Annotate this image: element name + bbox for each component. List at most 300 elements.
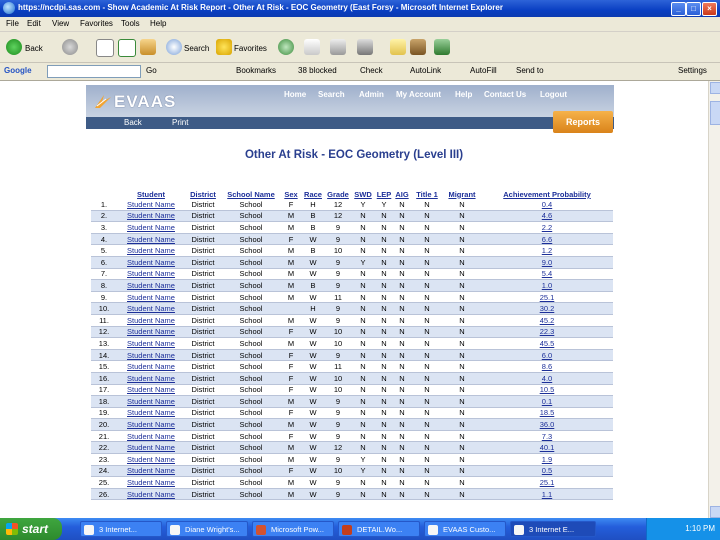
back-arrow-icon[interactable] <box>6 39 22 55</box>
student-name-link[interactable]: Student Name <box>117 488 185 500</box>
swd-cell: Y <box>351 454 375 466</box>
evaas-subnav <box>86 117 614 129</box>
district-cell: District <box>185 384 221 396</box>
race-cell: W <box>301 233 325 245</box>
close-button[interactable]: × <box>702 2 717 16</box>
search-icon[interactable] <box>166 39 182 55</box>
lep-cell: N <box>375 477 393 489</box>
aig-cell: N <box>393 256 411 268</box>
window-title: https://ncdpi.sas.com - Show Academic At Risk Report - Other At Risk - EOC Geometry (East Forsy - Microsoft Internet Explorer <box>18 3 503 12</box>
achievement-probability-link[interactable]: 5.4 <box>481 268 613 280</box>
row-index: 22. <box>91 442 117 454</box>
table-row <box>91 210 613 222</box>
notes-icon[interactable] <box>390 39 406 55</box>
taskbar-item-detail[interactable] <box>338 521 420 537</box>
google-toolbar <box>0 63 720 81</box>
lep-cell: N <box>375 326 393 338</box>
school-cell: School <box>221 291 281 303</box>
race-cell: W <box>301 430 325 442</box>
migrant-cell: N <box>443 268 481 280</box>
nav-home[interactable]: Home <box>284 90 307 99</box>
student-name-link[interactable]: Student Name <box>117 361 185 373</box>
student-name-link[interactable]: Student Name <box>117 222 185 234</box>
favorites-label[interactable]: Favorites <box>234 44 267 53</box>
taskbar <box>0 518 720 540</box>
table-row <box>91 326 613 338</box>
achievement-probability-link[interactable]: 40.1 <box>481 442 613 454</box>
district-cell: District <box>185 488 221 500</box>
student-name-link[interactable]: Student Name <box>117 245 185 257</box>
achievement-probability-link[interactable]: 0.1 <box>481 396 613 408</box>
aig-cell: N <box>393 442 411 454</box>
achievement-probability-link[interactable]: 2.2 <box>481 222 613 234</box>
swd-cell: N <box>351 268 375 280</box>
research-icon[interactable] <box>410 39 426 55</box>
aig-cell: N <box>393 210 411 222</box>
messenger-icon[interactable] <box>434 39 450 55</box>
achievement-probability-link[interactable]: 25.1 <box>481 291 613 303</box>
aig-cell: N <box>393 407 411 419</box>
table-row <box>91 454 613 466</box>
title1-cell: N <box>411 361 443 373</box>
menu-help[interactable]: Help <box>150 19 167 28</box>
student-name-link[interactable]: Student Name <box>117 384 185 396</box>
achievement-probability-link[interactable]: 4.6 <box>481 210 613 222</box>
student-name-link[interactable]: Student Name <box>117 349 185 361</box>
row-index: 13. <box>91 338 117 350</box>
race-cell: W <box>301 384 325 396</box>
reports-button[interactable] <box>553 111 613 133</box>
table-row <box>91 419 613 431</box>
table-row <box>91 407 613 419</box>
lep-cell: N <box>375 314 393 326</box>
district-cell: District <box>185 419 221 431</box>
subnav-back[interactable]: Back <box>124 118 142 127</box>
row-index: 21. <box>91 430 117 442</box>
send-to-button[interactable]: Send to <box>516 66 544 75</box>
achievement-probability-link[interactable]: 8.6 <box>481 361 613 373</box>
table-row <box>91 488 613 500</box>
sex-cell: M <box>281 477 301 489</box>
achievement-probability-link[interactable]: 45.2 <box>481 314 613 326</box>
grade-cell: 9 <box>325 396 351 408</box>
school-cell: School <box>221 407 281 419</box>
migrant-cell: N <box>443 465 481 477</box>
student-name-link[interactable]: Student Name <box>117 233 185 245</box>
student-name-link[interactable]: Student Name <box>117 372 185 384</box>
grade-cell: 9 <box>325 419 351 431</box>
student-name-link[interactable]: Student Name <box>117 442 185 454</box>
achievement-probability-link[interactable]: 45.5 <box>481 338 613 350</box>
table-body <box>91 199 613 500</box>
achievement-probability-link[interactable]: 22.3 <box>481 326 613 338</box>
table-row <box>91 430 613 442</box>
title1-cell: N <box>411 233 443 245</box>
start-label: start <box>22 522 49 536</box>
lep-cell: N <box>375 396 393 408</box>
sex-cell: F <box>281 233 301 245</box>
edit-icon[interactable] <box>357 39 373 55</box>
grade-cell: 10 <box>325 326 351 338</box>
start-button[interactable] <box>0 518 62 540</box>
row-index: 8. <box>91 280 117 292</box>
achievement-probability-link[interactable]: 1.9 <box>481 454 613 466</box>
student-name-link[interactable]: Student Name <box>117 407 185 419</box>
title1-cell: N <box>411 199 443 210</box>
col-lep[interactable]: LEP <box>376 189 392 199</box>
achievement-probability-link[interactable]: 36.0 <box>481 419 613 431</box>
school-cell: School <box>221 326 281 338</box>
migrant-cell: N <box>443 199 481 210</box>
taskbar-item-powerpoint[interactable] <box>252 521 334 537</box>
search-label[interactable]: Search <box>184 44 210 53</box>
print-icon[interactable] <box>330 39 346 55</box>
sex-cell: F <box>281 349 301 361</box>
forward-arrow-icon[interactable] <box>62 39 78 55</box>
student-name-link[interactable]: Student Name <box>117 314 185 326</box>
migrant-cell: N <box>443 372 481 384</box>
achievement-probability-link[interactable]: 10.5 <box>481 384 613 396</box>
aig-cell: N <box>393 199 411 210</box>
menu-tools[interactable]: Tools <box>121 19 140 28</box>
taskbar-item-internet[interactable] <box>80 521 162 537</box>
row-index: 14. <box>91 349 117 361</box>
aig-cell: N <box>393 372 411 384</box>
student-name-link[interactable]: Student Name <box>117 291 185 303</box>
taskbar-item-evaas[interactable] <box>424 521 506 537</box>
subnav-print[interactable]: Print <box>172 118 189 127</box>
vertical-scrollbar[interactable] <box>708 81 720 518</box>
migrant-cell: N <box>443 210 481 222</box>
race-cell: W <box>301 477 325 489</box>
grade-cell: 9 <box>325 268 351 280</box>
district-cell: District <box>185 314 221 326</box>
lep-cell: N <box>375 384 393 396</box>
history-icon[interactable] <box>278 39 294 55</box>
district-cell: District <box>185 372 221 384</box>
title1-cell: N <box>411 430 443 442</box>
spell-check-button[interactable]: Check <box>360 66 383 75</box>
migrant-cell: N <box>443 361 481 373</box>
swd-cell: Y <box>351 199 375 210</box>
sex-cell: F <box>281 430 301 442</box>
student-name-link[interactable]: Student Name <box>117 210 185 222</box>
aig-cell: N <box>393 338 411 350</box>
stop-icon[interactable] <box>96 39 114 57</box>
title1-cell: N <box>411 268 443 280</box>
achievement-probability-link[interactable]: 1.0 <box>481 280 613 292</box>
school-cell: School <box>221 465 281 477</box>
nav-contact-us[interactable]: Contact Us <box>484 90 527 99</box>
table-row <box>91 245 613 257</box>
migrant-cell: N <box>443 314 481 326</box>
swd-cell: N <box>351 372 375 384</box>
google-go-button[interactable]: Go <box>146 66 157 75</box>
student-name-link[interactable]: Student Name <box>117 268 185 280</box>
col-migrant[interactable]: Migrant <box>443 189 481 199</box>
race-cell: H <box>301 303 325 315</box>
row-index: 19. <box>91 407 117 419</box>
sex-cell: M <box>281 419 301 431</box>
sex-cell: F <box>281 361 301 373</box>
mail-icon[interactable] <box>304 39 320 55</box>
student-name-link[interactable]: Student Name <box>117 338 185 350</box>
menu-bar <box>0 17 720 32</box>
at-risk-table <box>91 189 613 500</box>
back-label[interactable]: Back <box>25 44 43 53</box>
student-name-link[interactable]: Student Name <box>117 477 185 489</box>
autolink-button[interactable]: AutoLink <box>410 66 442 75</box>
district-cell: District <box>185 245 221 257</box>
lep-cell: N <box>375 407 393 419</box>
lep-cell: N <box>375 291 393 303</box>
migrant-cell: N <box>443 384 481 396</box>
menu-edit[interactable]: Edit <box>27 19 41 28</box>
migrant-cell: N <box>443 396 481 408</box>
school-cell: School <box>221 199 281 210</box>
title1-cell: N <box>411 210 443 222</box>
swd-cell: N <box>351 488 375 500</box>
menu-favorites[interactable]: Favorites <box>80 19 113 28</box>
title1-cell: N <box>411 442 443 454</box>
lep-cell: N <box>375 430 393 442</box>
home-icon[interactable] <box>140 39 156 55</box>
col-index <box>91 189 117 199</box>
taskbar-item-diane[interactable] <box>166 521 248 537</box>
district-cell: District <box>185 361 221 373</box>
nav-help[interactable]: Help <box>455 90 473 99</box>
menu-file[interactable]: File <box>6 19 19 28</box>
swd-cell: N <box>351 384 375 396</box>
aig-cell: N <box>393 430 411 442</box>
lep-cell: N <box>375 419 393 431</box>
col-achievement-probability[interactable]: Achievement Probability <box>481 189 613 199</box>
student-name-link[interactable]: Student Name <box>117 396 185 408</box>
task-label: DETAIL.Wo... <box>357 525 403 534</box>
aig-cell: N <box>393 233 411 245</box>
col-school-name[interactable]: School Name <box>221 189 281 199</box>
sex-cell: M <box>281 442 301 454</box>
district-cell: District <box>185 256 221 268</box>
race-cell: B <box>301 210 325 222</box>
student-name-link[interactable]: Student Name <box>117 454 185 466</box>
grade-cell: 9 <box>325 314 351 326</box>
table-row <box>91 396 613 408</box>
title1-cell: N <box>411 338 443 350</box>
swd-cell: N <box>351 280 375 292</box>
title1-cell: N <box>411 314 443 326</box>
grade-cell: 10 <box>325 384 351 396</box>
school-cell: School <box>221 256 281 268</box>
migrant-cell: N <box>443 349 481 361</box>
col-sex[interactable]: Sex <box>281 189 301 199</box>
district-cell: District <box>185 477 221 489</box>
sex-cell: M <box>281 210 301 222</box>
table-row <box>91 361 613 373</box>
bookmarks-button[interactable]: Bookmarks <box>236 66 277 75</box>
race-cell: B <box>301 245 325 257</box>
title1-cell: N <box>411 407 443 419</box>
district-cell: District <box>185 210 221 222</box>
school-cell: School <box>221 222 281 234</box>
sex-cell: M <box>281 338 301 350</box>
title1-cell: N <box>411 326 443 338</box>
aig-cell: N <box>393 477 411 489</box>
race-cell: W <box>301 256 325 268</box>
scroll-down-arrow-icon[interactable] <box>710 506 720 518</box>
school-cell: School <box>221 303 281 315</box>
col-aig[interactable]: AIG <box>393 189 411 199</box>
district-cell: District <box>185 465 221 477</box>
aig-cell: N <box>393 465 411 477</box>
col-swd[interactable]: SWD <box>351 189 375 199</box>
evaas-logo-mark-icon <box>94 93 112 109</box>
nav-my-account[interactable]: My Account <box>396 90 442 99</box>
title1-cell: N <box>411 477 443 489</box>
google-search-input[interactable] <box>47 65 141 78</box>
migrant-cell: N <box>443 245 481 257</box>
student-name-link[interactable]: Student Name <box>117 430 185 442</box>
student-name-link[interactable]: Student Name <box>117 465 185 477</box>
student-name-link[interactable]: Student Name <box>117 256 185 268</box>
achievement-probability-link[interactable]: 1.1 <box>481 488 613 500</box>
race-cell: W <box>301 488 325 500</box>
row-index: 2. <box>91 210 117 222</box>
table-row <box>91 477 613 489</box>
row-index: 12. <box>91 326 117 338</box>
grade-cell: 9 <box>325 349 351 361</box>
title1-cell: N <box>411 372 443 384</box>
sex-cell: M <box>281 454 301 466</box>
col-student[interactable]: Student <box>117 189 185 199</box>
ie-icon <box>514 525 524 535</box>
sex-cell: F <box>281 465 301 477</box>
school-cell: School <box>221 245 281 257</box>
powerpoint-icon <box>256 525 266 535</box>
achievement-probability-link[interactable]: 9.0 <box>481 256 613 268</box>
favorites-star-icon[interactable] <box>216 39 232 55</box>
row-index: 15. <box>91 361 117 373</box>
swd-cell: Y <box>351 256 375 268</box>
taskbar-item-internet-group[interactable] <box>510 521 596 537</box>
scroll-thumb[interactable] <box>710 101 720 125</box>
swd-cell: N <box>351 477 375 489</box>
scroll-up-arrow-icon[interactable] <box>710 82 720 94</box>
aig-cell: N <box>393 222 411 234</box>
table-row <box>91 465 613 477</box>
school-cell: School <box>221 280 281 292</box>
swd-cell: N <box>351 419 375 431</box>
col-title1[interactable]: Title 1 <box>411 189 443 199</box>
table-header-row <box>91 189 613 199</box>
swd-cell: N <box>351 245 375 257</box>
evaas-logo: EVAAS <box>114 92 177 111</box>
lep-cell: N <box>375 245 393 257</box>
popup-blocked-button[interactable]: 38 blocked <box>298 66 337 75</box>
achievement-probability-link[interactable]: 7.3 <box>481 430 613 442</box>
race-cell: W <box>301 326 325 338</box>
achievement-probability-link[interactable]: 6.6 <box>481 233 613 245</box>
task-label: 3 Internet E... <box>529 525 575 534</box>
student-name-link[interactable]: Student Name <box>117 326 185 338</box>
windows-flag-icon <box>6 523 18 535</box>
district-cell: District <box>185 291 221 303</box>
nav-search[interactable]: Search <box>318 90 345 99</box>
achievement-probability-link[interactable]: 6.0 <box>481 349 613 361</box>
col-race[interactable]: Race <box>301 189 325 199</box>
race-cell: W <box>301 314 325 326</box>
migrant-cell: N <box>443 338 481 350</box>
school-cell: School <box>221 361 281 373</box>
sex-cell: M <box>281 268 301 280</box>
task-label: Microsoft Pow... <box>271 525 324 534</box>
student-name-link[interactable]: Student Name <box>117 303 185 315</box>
student-name-link[interactable]: Student Name <box>117 199 185 210</box>
lep-cell: N <box>375 488 393 500</box>
achievement-probability-link[interactable]: 1.2 <box>481 245 613 257</box>
achievement-probability-link[interactable]: 0.4 <box>481 199 613 210</box>
row-index: 25. <box>91 477 117 489</box>
race-cell: W <box>301 361 325 373</box>
school-cell: School <box>221 488 281 500</box>
achievement-probability-link[interactable]: 30.2 <box>481 303 613 315</box>
student-name-link[interactable]: Student Name <box>117 280 185 292</box>
swd-cell: N <box>351 326 375 338</box>
swd-cell: N <box>351 210 375 222</box>
district-cell: District <box>185 396 221 408</box>
grade-cell: 10 <box>325 245 351 257</box>
swd-cell: N <box>351 430 375 442</box>
minimize-button[interactable]: _ <box>671 2 686 16</box>
aig-cell: N <box>393 314 411 326</box>
migrant-cell: N <box>443 454 481 466</box>
row-index: 16. <box>91 372 117 384</box>
district-cell: District <box>185 442 221 454</box>
grade-cell: 11 <box>325 361 351 373</box>
nav-admin[interactable]: Admin <box>359 90 384 99</box>
title1-cell: N <box>411 245 443 257</box>
system-tray <box>646 518 720 540</box>
lep-cell: Y <box>375 199 393 210</box>
student-name-link[interactable]: Student Name <box>117 419 185 431</box>
clock: 1:10 PM <box>685 524 715 533</box>
google-logo: Google <box>4 66 32 75</box>
achievement-probability-link[interactable]: 4.0 <box>481 372 613 384</box>
achievement-probability-link[interactable]: 25.1 <box>481 477 613 489</box>
refresh-icon[interactable] <box>118 39 136 57</box>
nav-logout[interactable]: Logout <box>540 90 568 99</box>
table-row <box>91 199 613 210</box>
col-grade[interactable]: Grade <box>325 189 351 199</box>
grade-cell: 9 <box>325 477 351 489</box>
sex-cell: F <box>281 372 301 384</box>
swd-cell: N <box>351 442 375 454</box>
autofill-button[interactable]: AutoFill <box>470 66 497 75</box>
menu-view[interactable]: View <box>52 19 70 28</box>
maximize-button[interactable]: □ <box>686 2 701 16</box>
sex-cell: M <box>281 488 301 500</box>
achievement-probability-link[interactable]: 0.5 <box>481 465 613 477</box>
lep-cell: N <box>375 256 393 268</box>
col-district[interactable]: District <box>185 189 221 199</box>
settings-button[interactable]: Settings <box>678 66 707 75</box>
grade-cell: 9 <box>325 222 351 234</box>
achievement-probability-link[interactable]: 18.5 <box>481 407 613 419</box>
title1-cell: N <box>411 291 443 303</box>
school-cell: School <box>221 314 281 326</box>
aig-cell: N <box>393 349 411 361</box>
aig-cell: N <box>393 384 411 396</box>
